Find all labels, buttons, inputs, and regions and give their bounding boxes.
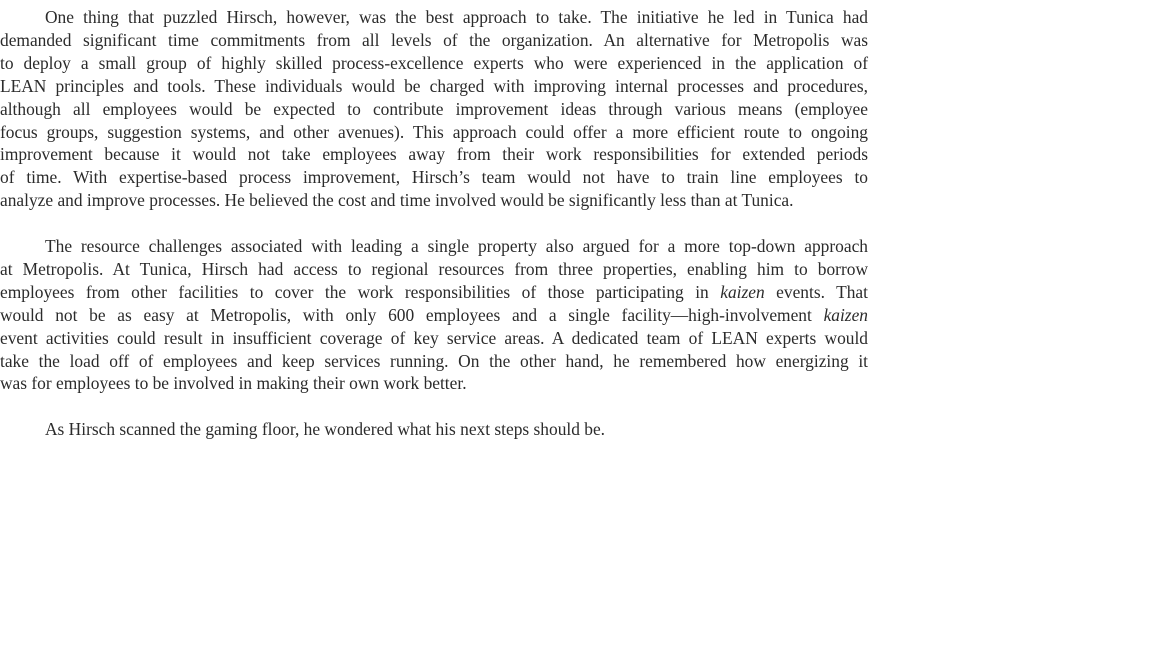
text-line: The resource challenges associated with leading a single property also argued for a more top-down approach: [45, 236, 868, 257]
paragraph-next-steps: [0, 418, 868, 441]
text-line: As Hirsch scanned the gaming floor, he wondered what his next steps should be.: [45, 419, 606, 440]
text-line: [0, 281, 868, 304]
text-line: was for employees to be involved in making their own work better.: [0, 373, 467, 394]
text-line: to deploy a small group of highly skilled process-excellence experts who were experienced in the application of: [0, 52, 868, 73]
text-line: event activities could result in insufficient coverage of key service areas. A dedicated team of LEAN experts would: [0, 327, 868, 348]
text-segment: would not be as easy at Metropolis, with only 600 employees and a single facility—high-involvement: [0, 304, 824, 325]
text-line: of time. With expertise-based process improvement, Hirsch’s team would not have to train line employees to: [0, 167, 868, 188]
text-line: demanded significant time commitments from all levels of the organization. An alternative for Metropolis was: [0, 29, 868, 50]
text-line: although all employees would be expected to contribute improvement ideas through various means (employee: [0, 98, 868, 119]
text-segment: events. That: [764, 281, 868, 302]
document-page: [0, 6, 868, 464]
italic-term: kaizen: [823, 304, 868, 325]
text-line: analyze and improve processes. He believed the cost and time involved would be significantly less than at Tunica.: [0, 190, 794, 211]
text-line: improvement because it would not take employees away from their work responsibilities for extended periods: [0, 144, 868, 165]
text-line: [0, 304, 868, 327]
text-line: at Metropolis. At Tunica, Hirsch had access to regional resources from three properties, enabling him to borrow: [0, 258, 868, 279]
text-line: take the load off of employees and keep services running. On the other hand, he remembered how energizing it: [0, 350, 868, 371]
text-line: One thing that puzzled Hirsch, however, was the best approach to take. The initiative he led in Tunica had: [45, 7, 868, 27]
paragraph-approach: [0, 6, 868, 212]
italic-term: kaizen: [720, 281, 765, 302]
text-line: focus groups, suggestion systems, and other avenues). This approach could offer a more efficient route to ongoing: [0, 121, 868, 142]
paragraph-resource-challenges: [0, 235, 868, 395]
text-segment: employees from other facilities to cover the work responsibilities of those participating in: [0, 281, 721, 302]
text-line: LEAN principles and tools. These individuals would be charged with improving internal processes and procedures,: [0, 75, 868, 96]
